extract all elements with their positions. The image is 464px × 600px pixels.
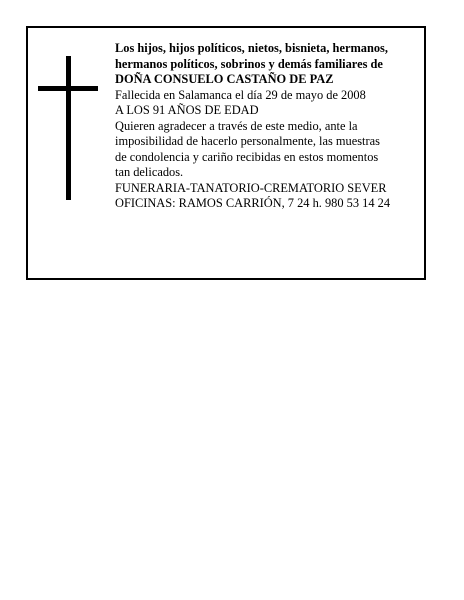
notice-text (115, 41, 421, 212)
message-line-4: tan delicados. (115, 165, 184, 179)
obituary-notice (26, 26, 426, 280)
intro-line-1: Los hijos, hijos políticos, nietos, bisnieta, hermanos, (115, 41, 388, 55)
age-line: A LOS 91 AÑOS DE EDAD (115, 103, 259, 117)
death-info: Fallecida en Salamanca el día 29 de mayo de 2008 (115, 87, 366, 102)
cross-vertical-bar (66, 56, 71, 200)
offices-line: OFICINAS: RAMOS CARRIÓN, 7 24 h. 980 53 14 24 (115, 196, 391, 210)
funeral-home: FUNERARIA-TANATORIO-CREMATORIO SEVER (115, 180, 387, 195)
deceased-name: DOÑA CONSUELO CASTAÑO DE PAZ (115, 72, 334, 86)
message-line-1: Quieren agradecer a través de este medio, ante la (115, 118, 358, 133)
message-line-2: imposibilidad de hacerlo personalmente, las muestras (115, 134, 380, 148)
cross-icon (38, 56, 98, 200)
cross-horizontal-bar (38, 86, 98, 91)
message-line-3: de condolencia y cariño recibidas en estos momentos (115, 149, 379, 164)
intro-line-2: hermanos políticos, sobrinos y demás familiares de (115, 56, 383, 71)
